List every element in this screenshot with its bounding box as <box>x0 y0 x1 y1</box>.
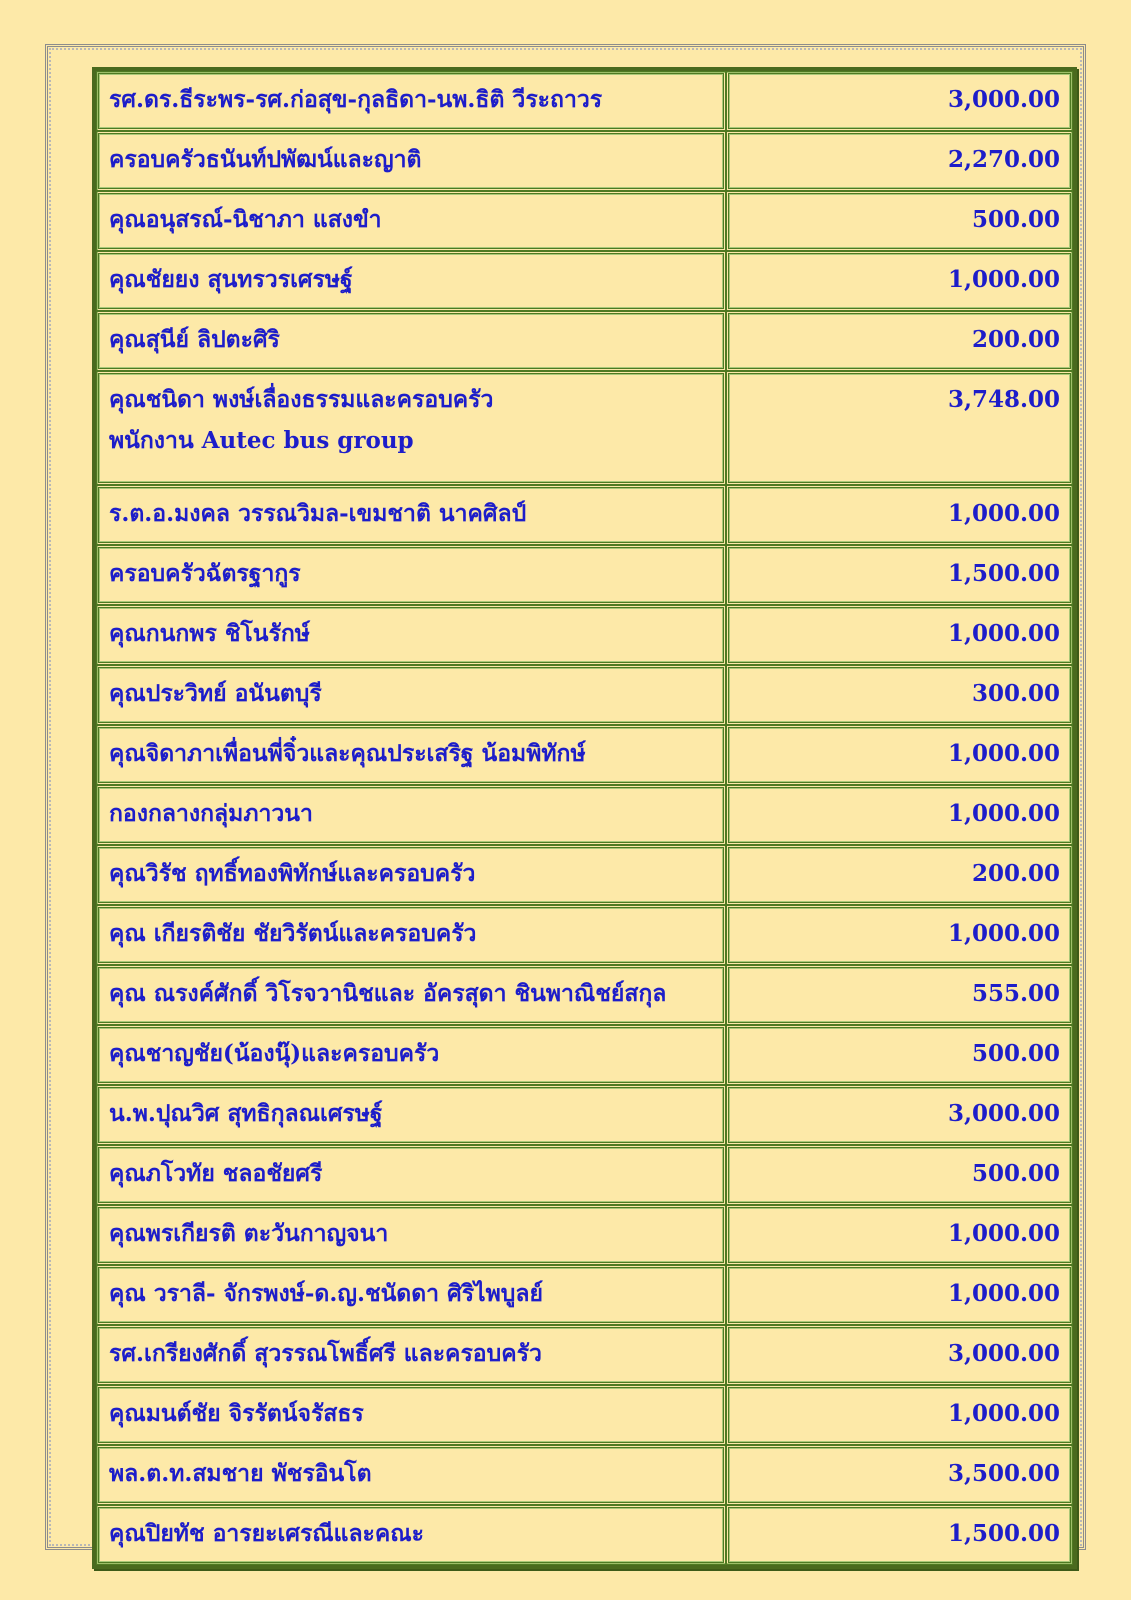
donor-name: รศ.เกรียงศักดิ์ สุวรรณโพธิ์ศรี และครอบครัว <box>96 1325 726 1385</box>
donation-amount: 555.00 <box>726 965 1073 1025</box>
donation-amount: 1,000.00 <box>726 725 1073 785</box>
table-row <box>96 845 1073 905</box>
donation-amount: 3,000.00 <box>726 1325 1073 1385</box>
donor-name: คุณ เกียรติชัย ชัยวิรัตน์และครอบครัว <box>96 905 726 965</box>
table-row <box>96 251 1073 311</box>
donation-amount: 1,500.00 <box>726 545 1073 605</box>
donor-name: คุณชนิดา พงษ์เลื่องธรรมและครอบครัว <box>109 386 494 413</box>
donation-amount: 500.00 <box>726 1145 1073 1205</box>
donation-amount: 200.00 <box>726 311 1073 371</box>
donation-amount: 1,000.00 <box>726 1205 1073 1265</box>
table-row <box>96 545 1073 605</box>
table-row <box>96 1145 1073 1205</box>
donation-amount: 3,000.00 <box>726 1085 1073 1145</box>
table-row <box>96 1205 1073 1265</box>
donor-name: คุณกนกพร ชิโนรักษ์ <box>96 605 726 665</box>
donor-name: คุณ วราลี- จักรพงษ์-ด.ญ.ชนัดดา ศิริไพบูลย์ <box>96 1265 726 1325</box>
donation-amount: 1,000.00 <box>726 905 1073 965</box>
donor-name: ครอบครัวธนันท์ปพัฒน์และญาติ <box>96 131 726 191</box>
donor-name: คุณประวิทย์ อนันตบุรี <box>96 665 726 725</box>
donation-amount: 1,000.00 <box>726 485 1073 545</box>
donor-name: กองกลางกลุ่มภาวนา <box>96 785 726 845</box>
donation-amount: 3,500.00 <box>726 1445 1073 1505</box>
donor-name: คุณปิยทัช อารยะเศรณีและคณะ <box>96 1505 726 1565</box>
donation-amount: 1,000.00 <box>726 605 1073 665</box>
donor-name: ร.ต.อ.มงคล วรรณวิมล-เขมชาติ นาคศิลป์ <box>96 485 726 545</box>
donation-amount: 1,000.00 <box>726 1385 1073 1445</box>
table-row <box>96 191 1073 251</box>
table-row <box>96 1505 1073 1565</box>
donation-amount: 500.00 <box>726 191 1073 251</box>
donation-amount: 200.00 <box>726 845 1073 905</box>
donor-name: คุณมนต์ชัย จิรรัตน์จรัสธร <box>96 1385 726 1445</box>
table-row <box>96 965 1073 1025</box>
donor-name: คุณ ณรงค์ศักดิ์ วิโรจวานิชและ อัครสุดา ชินพาณิชย์สกุล <box>96 965 726 1025</box>
table-row <box>96 905 1073 965</box>
donation-table <box>92 67 1077 1569</box>
table-row <box>96 1325 1073 1385</box>
donor-name: คุณภโวทัย ชลอชัยศรี <box>96 1145 726 1205</box>
table-row <box>96 785 1073 845</box>
table-row <box>96 1085 1073 1145</box>
table-row <box>96 725 1073 785</box>
donation-amount: 2,270.00 <box>726 131 1073 191</box>
table-row <box>96 1445 1073 1505</box>
donation-amount: 500.00 <box>726 1025 1073 1085</box>
table-row <box>96 605 1073 665</box>
table-row <box>96 311 1073 371</box>
donation-amount: 3,748.00 <box>726 371 1073 485</box>
table-row <box>96 371 1073 485</box>
donor-name: คุณอนุสรณ์-นิชาภา แสงขำ <box>96 191 726 251</box>
table-row <box>96 71 1073 131</box>
table-row <box>96 131 1073 191</box>
donation-amount: 1,500.00 <box>726 1505 1073 1565</box>
donor-name: คุณวิรัช ฤทธิ์ทองพิทักษ์และครอบครัว <box>96 845 726 905</box>
donor-name: คุณสุนีย์ ลิปตะศิริ <box>96 311 726 371</box>
donor-name-line2: พนักงาน Autec bus group <box>109 427 414 455</box>
table-row <box>96 1385 1073 1445</box>
table-row <box>96 665 1073 725</box>
table-row <box>96 485 1073 545</box>
donation-amount: 3,000.00 <box>726 71 1073 131</box>
donor-name: ครอบครัวฉัตรฐากูร <box>96 545 726 605</box>
donor-name-cell <box>96 371 726 485</box>
donor-name: คุณจิดาภาเพื่อนพี่จิ๋วและคุณประเสริฐ น้อมพิทักษ์ <box>96 725 726 785</box>
donation-amount: 1,000.00 <box>726 251 1073 311</box>
donation-amount: 300.00 <box>726 665 1073 725</box>
donor-name: คุณชัยยง สุนทรวรเศรษฐ์ <box>96 251 726 311</box>
table-row <box>96 1025 1073 1085</box>
donor-name: พล.ต.ท.สมชาย พัชรอินโต <box>96 1445 726 1505</box>
donor-name: คุณพรเกียรติ ตะวันกาญจนา <box>96 1205 726 1265</box>
donor-name: รศ.ดร.ธีระพร-รศ.ก่อสุข-กุลธิดา-นพ.ธิติ วีระถาวร <box>96 71 726 131</box>
table-row <box>96 1265 1073 1325</box>
donor-name: คุณชาญชัย(น้องนุ๊)และครอบครัว <box>96 1025 726 1085</box>
donation-amount: 1,000.00 <box>726 1265 1073 1325</box>
donor-name: น.พ.ปุณวิศ สุทธิกุลณเศรษฐ์ <box>96 1085 726 1145</box>
donation-amount: 1,000.00 <box>726 785 1073 845</box>
